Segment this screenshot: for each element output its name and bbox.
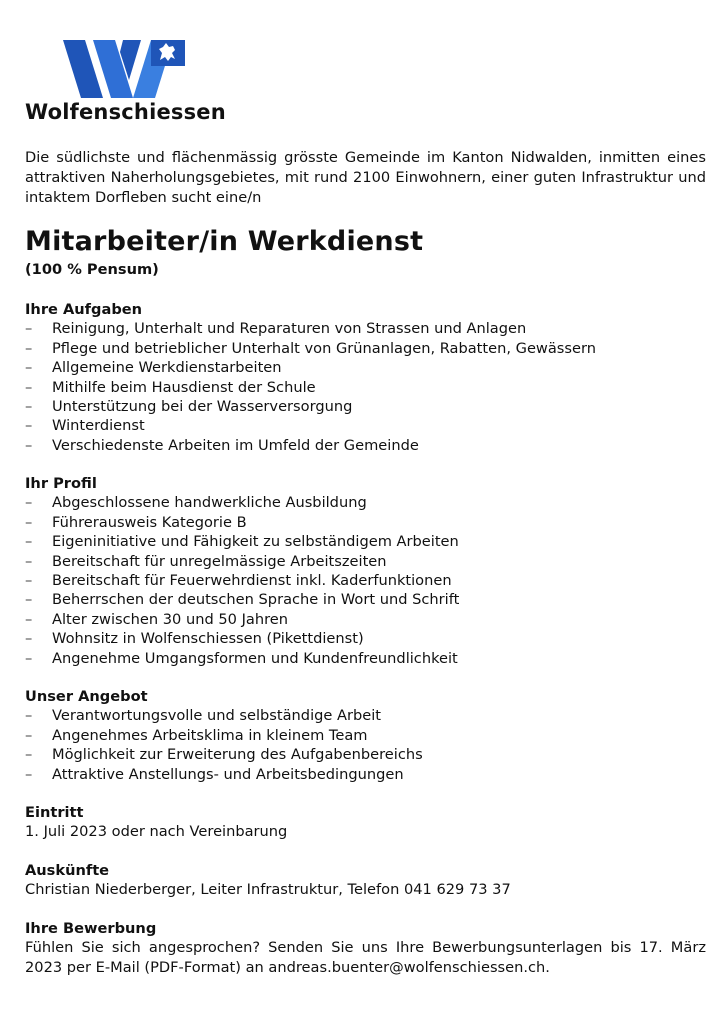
section-profil (25, 474, 706, 668)
section-eintritt (25, 803, 706, 842)
list-item: – Wohnsitz in Wolfenschiessen (Pikettdienst) (25, 630, 364, 648)
job-workload: (100 % Pensum) (25, 261, 159, 278)
list-item: – Bereitschaft für Feuerwehrdienst inkl. Kaderfunktionen (25, 572, 452, 590)
list-item: – Angenehme Umgangsformen und Kundenfreundlichkeit (25, 649, 458, 667)
list-item: – Allgemeine Werkdienstarbeiten (25, 359, 282, 377)
list-item: – Angenehmes Arbeitsklima in kleinem Team (25, 726, 368, 744)
list-item: – Mithilfe beim Hausdienst der Schule (25, 378, 316, 396)
dash-bullet-icon: – (25, 339, 33, 357)
offer-list (25, 706, 706, 784)
section-heading: Eintritt (25, 804, 84, 821)
dash-bullet-icon: – (25, 765, 33, 783)
dash-bullet-icon: – (25, 436, 33, 454)
list-item: – Attraktive Anstellungs- und Arbeitsbedingungen (25, 765, 404, 783)
list-item: – Alter zwischen 30 und 50 Jahren (25, 610, 288, 628)
section-heading: Ihre Bewerbung (25, 920, 157, 937)
section-heading: Auskünfte (25, 862, 110, 879)
list-item: – Möglichkeit zur Erweiterung des Aufgabenbereichs (25, 746, 423, 764)
list-item: – Beherrschen der deutschen Sprache in Wort und Schrift (25, 591, 460, 609)
list-item: – Reinigung, Unterhalt und Reparaturen von Strassen und Anlagen (25, 320, 527, 338)
dash-bullet-icon: – (25, 320, 33, 338)
section-heading: Ihr Profil (25, 475, 97, 492)
list-item: – Abgeschlossene handwerkliche Ausbildung (25, 494, 367, 512)
section-heading: Unser Angebot (25, 688, 148, 705)
list-item: – Pflege und betrieblicher Unterhalt von Grünanlagen, Rabatten, Gewässern (25, 339, 596, 357)
dash-bullet-icon: – (25, 494, 33, 512)
section-auskuenfte (25, 861, 706, 900)
list-item: – Unterstützung bei der Wasserversorgung (25, 398, 353, 416)
dash-bullet-icon: – (25, 726, 33, 744)
list-item: – Bereitschaft für unregelmässige Arbeitszeiten (25, 552, 387, 570)
list-item: – Verantwortungsvolle und selbständige Arbeit (25, 707, 382, 725)
profile-list (25, 493, 706, 668)
dash-bullet-icon: – (25, 610, 33, 628)
dash-bullet-icon: – (25, 707, 33, 725)
section-heading: Ihre Aufgaben (25, 301, 143, 318)
list-item: – Winterdienst (25, 417, 145, 435)
dash-bullet-icon: – (25, 630, 33, 648)
application-text: Fühlen Sie sich angesprochen? Senden Sie uns Ihre Bewerbungsunterlagen bis 17. März 2023 per E-Mail (PDF-Format) an andreas.buenter@wolfenschiessen.ch. (25, 939, 706, 976)
contact-info: Christian Niederberger, Leiter Infrastruktur, Telefon 041 629 73 37 (25, 881, 511, 899)
dash-bullet-icon: – (25, 378, 33, 396)
dash-bullet-icon: – (25, 513, 33, 531)
dash-bullet-icon: – (25, 533, 33, 551)
org-name: Wolfenschiessen (25, 100, 226, 124)
dash-bullet-icon: – (25, 359, 33, 377)
section-bewerbung (25, 919, 706, 977)
section-aufgaben (25, 300, 706, 455)
dash-bullet-icon: – (25, 398, 33, 416)
section-angebot (25, 687, 706, 784)
intro-text: Die südlichste und flächenmässig grösste Gemeinde im Kanton Nidwalden, inmitten eines attraktiven Naherholungsgebietes, mit rund 2100 Einwohnern, einer guten Infrastruktur und intaktem Dorfleben sucht eine/n (25, 149, 706, 206)
dash-bullet-icon: – (25, 746, 33, 764)
wolfenschiessen-logo-icon (63, 40, 185, 98)
dash-bullet-icon: – (25, 591, 33, 609)
dash-bullet-icon: – (25, 417, 33, 435)
dash-bullet-icon: – (25, 649, 33, 667)
job-title: Mitarbeiter/in Werkdienst (25, 226, 424, 257)
task-list (25, 319, 706, 455)
start-date: 1. Juli 2023 oder nach Vereinbarung (25, 823, 288, 841)
list-item: – Führerausweis Kategorie B (25, 513, 247, 531)
dash-bullet-icon: – (25, 552, 33, 570)
list-item: – Eigeninitiative und Fähigkeit zu selbständigem Arbeiten (25, 533, 459, 551)
list-item: – Verschiedenste Arbeiten im Umfeld der Gemeinde (25, 436, 419, 454)
dash-bullet-icon: – (25, 572, 33, 590)
